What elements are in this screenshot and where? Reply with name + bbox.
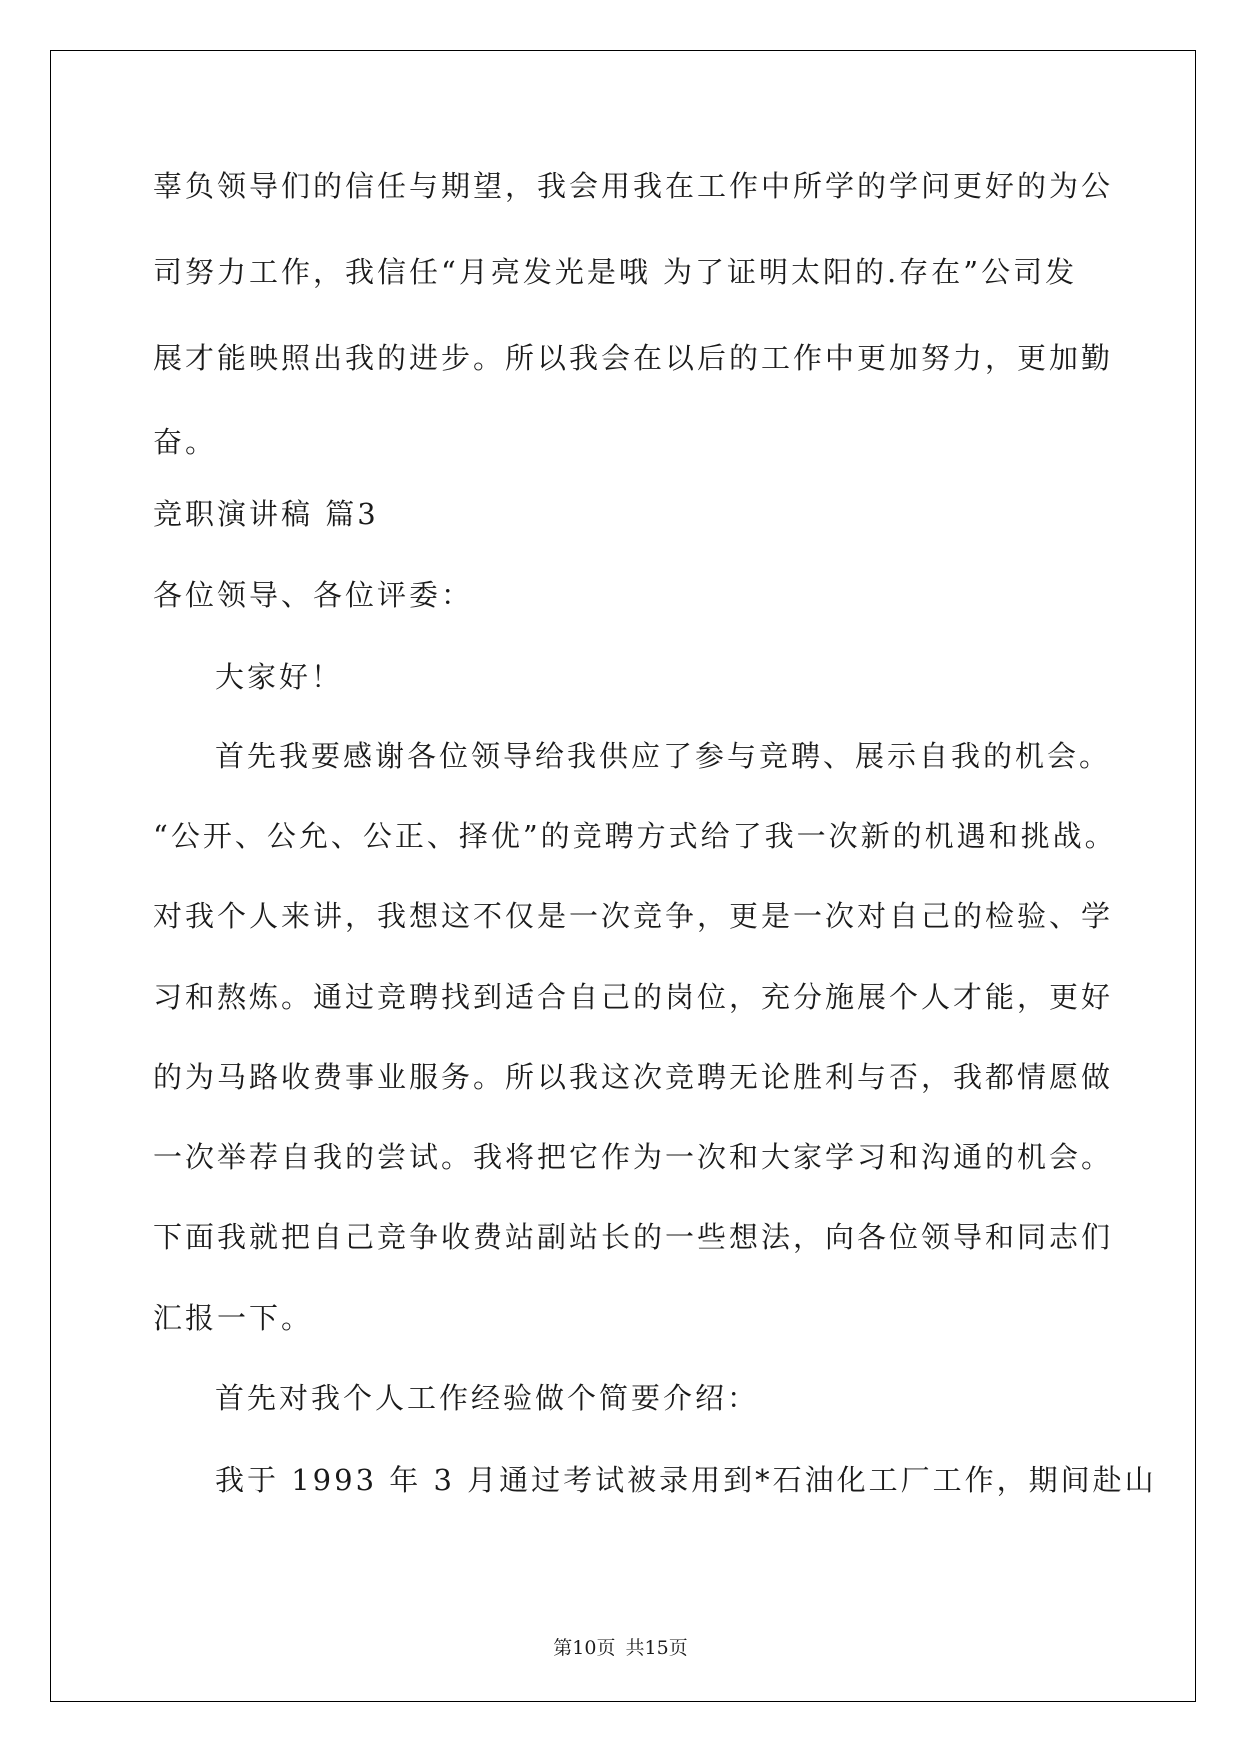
text-line: 我于 1993 年 3 月通过考试被录用到*石油化工厂工作，期间赴山 xyxy=(215,1463,1157,1497)
page-number: 第10页 xyxy=(553,1637,616,1659)
text-line: 对我个人来讲，我想这不仅是一次竞争，更是一次对自己的检验、学 xyxy=(153,899,1114,933)
text-line: 奋。 xyxy=(153,425,218,459)
page-footer xyxy=(0,1633,1241,1660)
text-line: 一次举荐自我的尝试。我将把它作为一次和大家学习和沟通的机会。 xyxy=(153,1140,1114,1174)
text-line: 首先对我个人工作经验做个简要介绍： xyxy=(215,1381,760,1415)
text-line: 汇报一下。 xyxy=(153,1301,314,1335)
page-border xyxy=(50,50,1196,1702)
text-line: 辜负领导们的信任与期望，我会用我在工作中所学的学问更好的为公 xyxy=(153,169,1114,203)
text-line: “公开、公允、公正、择优”的竞聘方式给了我一次新的机遇和挑战。 xyxy=(153,819,1117,853)
text-line: 首先我要感谢各位领导给我供应了参与竞聘、展示自我的机会。 xyxy=(215,739,1112,773)
text-line: 展才能映照出我的进步。所以我会在以后的工作中更加努力，更加勤 xyxy=(153,341,1114,375)
text-line: 习和熬炼。通过竞聘找到适合自己的岗位，充分施展个人才能，更好 xyxy=(153,980,1114,1014)
page-total: 共15页 xyxy=(625,1637,688,1659)
section-heading: 竞职演讲稿 篇3 xyxy=(153,497,379,531)
salutation: 各位领导、各位评委： xyxy=(153,578,474,612)
text-line: 司努力工作，我信任“月亮发光是哦 为了证明太阳的.存在”公司发 xyxy=(153,255,1078,289)
text-line: 的为马路收费事业服务。所以我这次竞聘无论胜利与否，我都情愿做 xyxy=(153,1060,1114,1094)
text-line: 下面我就把自己竞争收费站副站长的一些想法，向各位领导和同志们 xyxy=(153,1220,1114,1254)
greeting: 大家好！ xyxy=(215,660,344,694)
